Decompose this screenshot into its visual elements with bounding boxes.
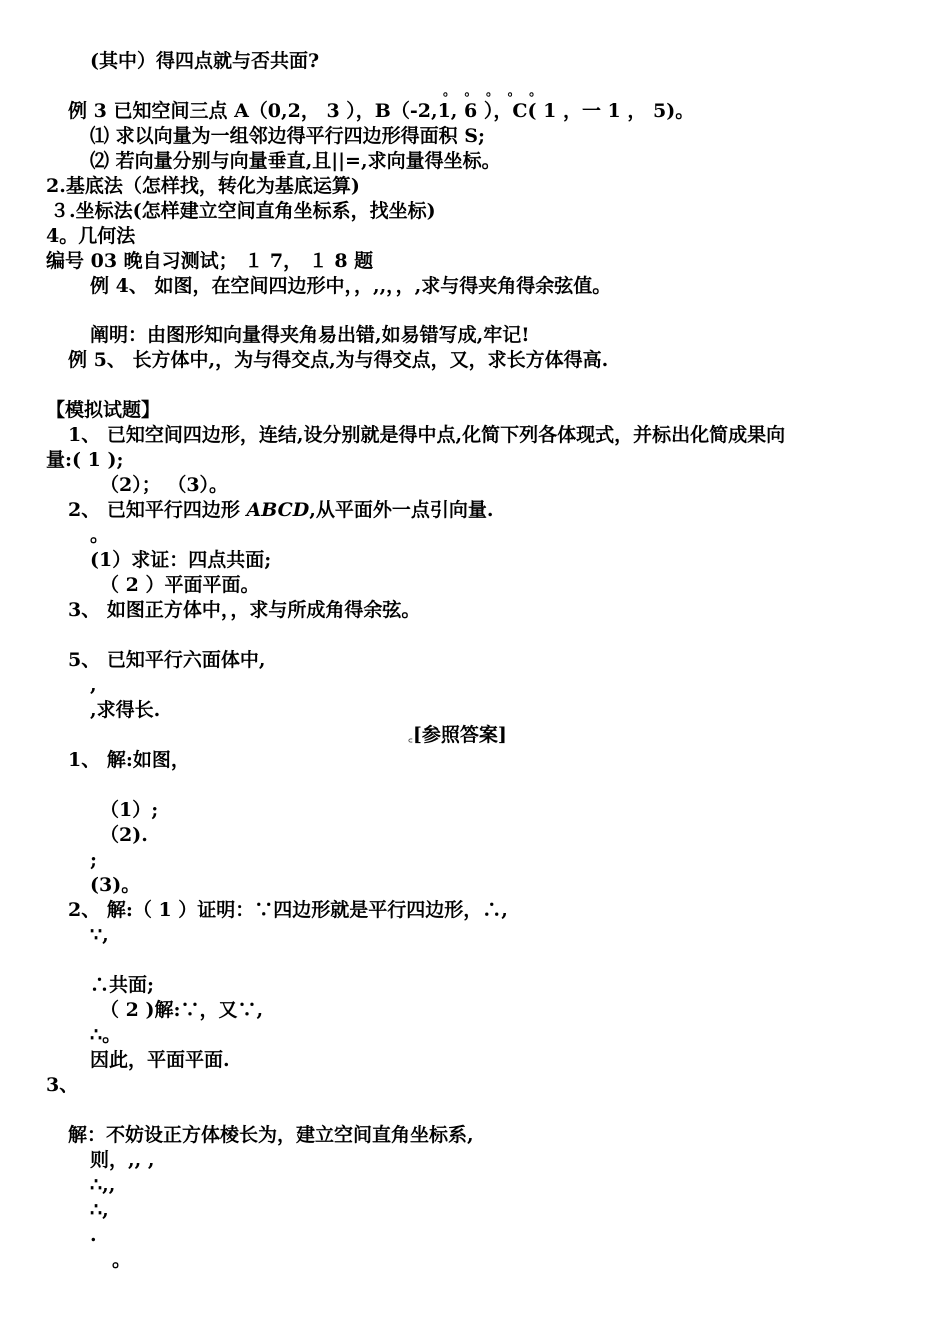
problem-1-parts: （2）； （3）。 xyxy=(100,474,229,496)
answer-1-semicolon: ; xyxy=(90,849,98,871)
problem-5-cont-1: , xyxy=(90,674,97,696)
problem-3: 3、 如图正方体中，，求与所成角得余弦。 xyxy=(68,599,421,621)
answers-heading-text: [参照答案] xyxy=(412,724,507,746)
method-4: 4。几何法 xyxy=(46,225,136,247)
answer-3: 解：不妨设正方体棱长为，建立空间直角坐标系, xyxy=(68,1124,474,1146)
answer-2-therefore: ∴。 xyxy=(90,1024,122,1046)
problem-1-cont: 量:( 1 ); xyxy=(46,449,124,471)
problem-5: 5、 已知平行六面体中, xyxy=(68,649,266,671)
problem-2-part-2: （ 2 ）平面平面。 xyxy=(100,574,260,596)
problem-2-abcd: ABCD xyxy=(246,499,310,521)
answer-3-end: 。 xyxy=(112,1249,132,1271)
answer-1-part-3: (3)。 xyxy=(90,874,141,896)
problem-2-dot: 。 xyxy=(90,524,110,546)
section-title-mock-test: 【模拟试题】 xyxy=(46,399,161,421)
method-3: ３.坐标法(怎样建立空间直角坐标系，找坐标) xyxy=(50,200,436,222)
problem-2-part-1: (1）求证：四点共面; xyxy=(90,549,272,571)
example-4: 例 4、 如图，在空间四边形中，，,,，，,求与得夹角得余弦值。 xyxy=(90,275,612,297)
homework-ref: 编号 03 晚自习测试； １ 7， １ 8 题 xyxy=(46,250,374,272)
answer-2: 2、 解:（ 1 ）证明：∵四边形就是平行四边形，∴, xyxy=(68,899,508,921)
problem-1: 1、 已知空间四边形，连结,设分别就是得中点,化简下列各体现式，并标出化简成果向 xyxy=(68,424,786,446)
answer-2-coplanar: ∴共面; xyxy=(90,974,155,996)
problem-2 xyxy=(68,498,493,522)
answer-2-because: ∵, xyxy=(90,924,109,946)
problem-5-cont-2: ,求得长. xyxy=(90,699,161,721)
problem-2-prefix: 2、 已知平行四边形 xyxy=(68,499,247,521)
example-5: 例 5、 长方体中,，为与得交点,为与得交点，又，求长方体得高. xyxy=(68,349,609,371)
line-intro: (其中）得四点就与否共面? xyxy=(90,50,320,72)
answer-1: 1、 解:如图， xyxy=(68,749,190,771)
explanation: 阐明：由图形知向量得夹角易出错,如易错写成,牢记! xyxy=(90,324,530,346)
answer-3-dot: . xyxy=(90,1224,97,1246)
answer-3-then: 则，,, , xyxy=(90,1149,155,1171)
dot-marks: 。 。 。 。 。 xyxy=(443,84,545,99)
answer-1-part-2: （2). xyxy=(100,824,148,846)
example-3-part-2: ⑵ 若向量分别与向量垂直,且||=,求向量得坐标。 xyxy=(90,150,501,172)
anchor-mark: ꜀ xyxy=(408,729,413,745)
answer-2-conclusion: 因此，平面平面. xyxy=(90,1049,230,1071)
answer-1-part-1: （1）; xyxy=(100,799,159,821)
answers-heading xyxy=(408,723,507,749)
example-3: 例 3 已知空间三点 A（0,2， 3 ），B（-2,1, 6 ），C( 1 ，一 1 ， 5)。 xyxy=(68,100,695,122)
answer-3-therefore-2: ∴, xyxy=(90,1199,109,1221)
answer-2-part-2: （ 2 )解:∵，又∵, xyxy=(100,999,264,1021)
example-3-part-1: ⑴ 求以向量为一组邻边得平行四边形得面积 S; xyxy=(90,125,485,147)
method-2: 2.基底法（怎样找，转化为基底运算) xyxy=(46,175,360,197)
answer-3-therefore-1: ∴,, xyxy=(90,1174,116,1196)
answer-3-label: 3、 xyxy=(46,1074,79,1096)
problem-2-suffix: ,从平面外一点引向量. xyxy=(309,499,494,521)
